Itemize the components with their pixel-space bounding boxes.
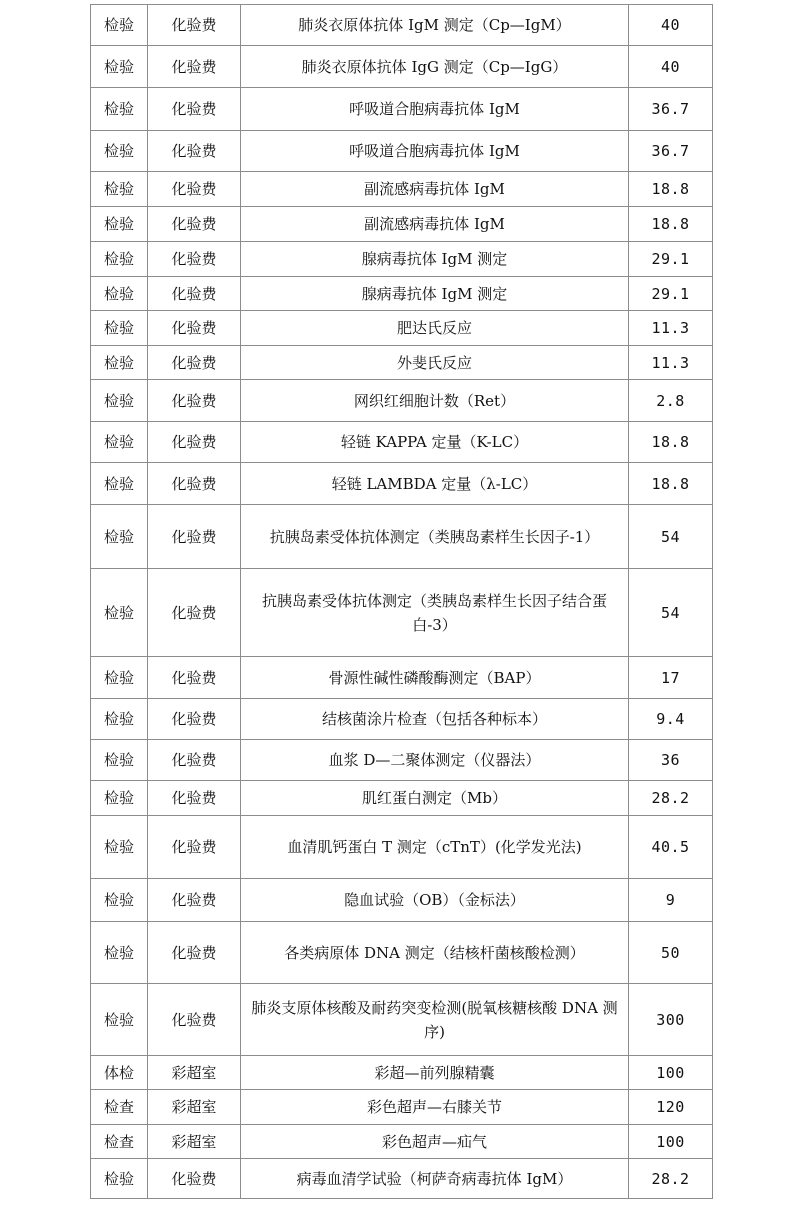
cell-price: 29.1 bbox=[629, 277, 713, 311]
cell-category: 化验费 bbox=[148, 781, 241, 816]
cell-price: 29.1 bbox=[629, 242, 713, 277]
table-row bbox=[91, 781, 713, 816]
cell-item: 抗胰岛素受体抗体测定（类胰岛素样生长因子结合蛋白-3） bbox=[241, 569, 629, 657]
cell-price: 40 bbox=[629, 5, 713, 46]
table-row bbox=[91, 505, 713, 569]
cell-type: 检验 bbox=[91, 816, 148, 879]
cell-category: 化验费 bbox=[148, 1159, 241, 1199]
cell-type: 检验 bbox=[91, 131, 148, 172]
cell-price: 17 bbox=[629, 657, 713, 699]
cell-category: 化验费 bbox=[148, 984, 241, 1056]
cell-category: 化验费 bbox=[148, 463, 241, 505]
cell-item: 轻链 LAMBDA 定量（λ-LC） bbox=[241, 463, 629, 505]
cell-price: 100 bbox=[629, 1125, 713, 1159]
table-row bbox=[91, 879, 713, 922]
cell-category: 彩超室 bbox=[148, 1056, 241, 1090]
cell-category: 化验费 bbox=[148, 422, 241, 463]
cell-type: 检验 bbox=[91, 277, 148, 311]
table-row bbox=[91, 984, 713, 1056]
cell-price: 18.8 bbox=[629, 463, 713, 505]
cell-item: 结核菌涂片检查（包括各种标本） bbox=[241, 699, 629, 740]
cell-type: 检验 bbox=[91, 5, 148, 46]
cell-type: 体检 bbox=[91, 1056, 148, 1090]
cell-price: 100 bbox=[629, 1056, 713, 1090]
cell-type: 检验 bbox=[91, 346, 148, 380]
cell-item: 病毒血清学试验（柯萨奇病毒抗体 IgM） bbox=[241, 1159, 629, 1199]
cell-price: 36 bbox=[629, 740, 713, 781]
cell-type: 检验 bbox=[91, 879, 148, 922]
table-row bbox=[91, 380, 713, 422]
cell-item: 呼吸道合胞病毒抗体 IgM bbox=[241, 131, 629, 172]
cell-price: 54 bbox=[629, 569, 713, 657]
cell-category: 化验费 bbox=[148, 740, 241, 781]
table-row bbox=[91, 131, 713, 172]
cell-price: 54 bbox=[629, 505, 713, 569]
cell-item: 副流感病毒抗体 IgM bbox=[241, 207, 629, 242]
cell-category: 化验费 bbox=[148, 699, 241, 740]
cell-category: 化验费 bbox=[148, 207, 241, 242]
cell-item: 网织红细胞计数（Ret） bbox=[241, 380, 629, 422]
cell-price: 28.2 bbox=[629, 1159, 713, 1199]
cell-price: 2.8 bbox=[629, 380, 713, 422]
cell-category: 化验费 bbox=[148, 816, 241, 879]
cell-type: 检验 bbox=[91, 422, 148, 463]
cell-item: 肺炎衣原体抗体 IgM 测定（Cp—IgM） bbox=[241, 5, 629, 46]
cell-category: 化验费 bbox=[148, 172, 241, 207]
cell-price: 9 bbox=[629, 879, 713, 922]
cell-item: 肺炎衣原体抗体 IgG 测定（Cp—IgG） bbox=[241, 46, 629, 88]
table-row bbox=[91, 1056, 713, 1090]
table-row bbox=[91, 207, 713, 242]
cell-item: 呼吸道合胞病毒抗体 IgM bbox=[241, 88, 629, 131]
cell-type: 检验 bbox=[91, 46, 148, 88]
cell-item: 血清肌钙蛋白 T 测定（cTnT）(化学发光法) bbox=[241, 816, 629, 879]
cell-price: 9.4 bbox=[629, 699, 713, 740]
cell-type: 检验 bbox=[91, 657, 148, 699]
table-row bbox=[91, 569, 713, 657]
table-row bbox=[91, 1090, 713, 1125]
cell-category: 化验费 bbox=[148, 657, 241, 699]
cell-type: 检验 bbox=[91, 740, 148, 781]
cell-type: 检验 bbox=[91, 463, 148, 505]
table-row bbox=[91, 346, 713, 380]
cell-type: 检查 bbox=[91, 1125, 148, 1159]
cell-type: 检验 bbox=[91, 207, 148, 242]
cell-category: 化验费 bbox=[148, 242, 241, 277]
table-row bbox=[91, 922, 713, 984]
cell-price: 18.8 bbox=[629, 207, 713, 242]
cell-type: 检查 bbox=[91, 1090, 148, 1125]
cell-price: 18.8 bbox=[629, 422, 713, 463]
table-row bbox=[91, 311, 713, 346]
cell-category: 化验费 bbox=[148, 46, 241, 88]
cell-category: 彩超室 bbox=[148, 1090, 241, 1125]
cell-category: 化验费 bbox=[148, 277, 241, 311]
cell-category: 化验费 bbox=[148, 131, 241, 172]
cell-category: 化验费 bbox=[148, 88, 241, 131]
cell-price: 36.7 bbox=[629, 131, 713, 172]
cell-item: 肌红蛋白测定（Mb） bbox=[241, 781, 629, 816]
table-row bbox=[91, 242, 713, 277]
table-row bbox=[91, 5, 713, 46]
table-row bbox=[91, 699, 713, 740]
cell-price: 40.5 bbox=[629, 816, 713, 879]
table-row bbox=[91, 46, 713, 88]
cell-item: 彩超—前列腺精囊 bbox=[241, 1056, 629, 1090]
table-row bbox=[91, 1159, 713, 1199]
cell-price: 300 bbox=[629, 984, 713, 1056]
cell-type: 检验 bbox=[91, 699, 148, 740]
cell-category: 化验费 bbox=[148, 922, 241, 984]
table-row bbox=[91, 740, 713, 781]
cell-item: 血浆 D—二聚体测定（仪器法） bbox=[241, 740, 629, 781]
table-row bbox=[91, 422, 713, 463]
cell-type: 检验 bbox=[91, 380, 148, 422]
cell-item: 彩色超声—右膝关节 bbox=[241, 1090, 629, 1125]
fee-table-body bbox=[91, 5, 713, 1199]
cell-item: 隐血试验（OB）（金标法） bbox=[241, 879, 629, 922]
cell-item: 腺病毒抗体 IgM 测定 bbox=[241, 242, 629, 277]
cell-price: 18.8 bbox=[629, 172, 713, 207]
cell-price: 40 bbox=[629, 46, 713, 88]
cell-type: 检验 bbox=[91, 781, 148, 816]
table-row bbox=[91, 88, 713, 131]
cell-category: 化验费 bbox=[148, 380, 241, 422]
table-row bbox=[91, 277, 713, 311]
cell-category: 化验费 bbox=[148, 505, 241, 569]
fee-table bbox=[90, 4, 713, 1199]
table-row bbox=[91, 816, 713, 879]
cell-item: 抗胰岛素受体抗体测定（类胰岛素样生长因子-1） bbox=[241, 505, 629, 569]
table-row bbox=[91, 463, 713, 505]
cell-category: 化验费 bbox=[148, 5, 241, 46]
cell-price: 36.7 bbox=[629, 88, 713, 131]
cell-item: 腺病毒抗体 IgM 测定 bbox=[241, 277, 629, 311]
cell-type: 检验 bbox=[91, 569, 148, 657]
cell-category: 化验费 bbox=[148, 879, 241, 922]
cell-category: 化验费 bbox=[148, 569, 241, 657]
cell-item: 副流感病毒抗体 IgM bbox=[241, 172, 629, 207]
cell-type: 检验 bbox=[91, 311, 148, 346]
cell-type: 检验 bbox=[91, 505, 148, 569]
cell-item: 肺炎支原体核酸及耐药突变检测(脱氧核糖核酸 DNA 测序) bbox=[241, 984, 629, 1056]
table-row bbox=[91, 172, 713, 207]
cell-item: 各类病原体 DNA 测定（结核杆菌核酸检测） bbox=[241, 922, 629, 984]
cell-category: 化验费 bbox=[148, 311, 241, 346]
cell-item: 彩色超声—疝气 bbox=[241, 1125, 629, 1159]
cell-type: 检验 bbox=[91, 984, 148, 1056]
cell-item: 轻链 KAPPA 定量（K-LC） bbox=[241, 422, 629, 463]
cell-type: 检验 bbox=[91, 242, 148, 277]
cell-category: 彩超室 bbox=[148, 1125, 241, 1159]
cell-type: 检验 bbox=[91, 172, 148, 207]
cell-price: 11.3 bbox=[629, 311, 713, 346]
cell-item: 外斐氏反应 bbox=[241, 346, 629, 380]
cell-category: 化验费 bbox=[148, 346, 241, 380]
cell-price: 28.2 bbox=[629, 781, 713, 816]
cell-item: 肥达氏反应 bbox=[241, 311, 629, 346]
cell-type: 检验 bbox=[91, 922, 148, 984]
cell-price: 120 bbox=[629, 1090, 713, 1125]
table-row bbox=[91, 1125, 713, 1159]
cell-type: 检验 bbox=[91, 1159, 148, 1199]
table-row bbox=[91, 657, 713, 699]
cell-price: 50 bbox=[629, 922, 713, 984]
cell-item: 骨源性碱性磷酸酶测定（BAP） bbox=[241, 657, 629, 699]
cell-type: 检验 bbox=[91, 88, 148, 131]
cell-price: 11.3 bbox=[629, 346, 713, 380]
